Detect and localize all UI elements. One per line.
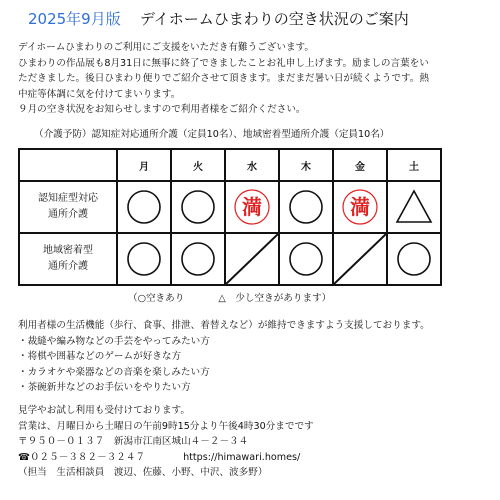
page-header bbox=[28, 8, 409, 29]
status-cell bbox=[225, 181, 279, 233]
full-text: 満 bbox=[350, 195, 370, 219]
triangle-icon bbox=[394, 187, 434, 227]
status-cell bbox=[387, 181, 441, 233]
row-label bbox=[19, 181, 117, 233]
row-label-line: 通所介護 bbox=[48, 209, 88, 220]
day-header: 金 bbox=[333, 149, 387, 181]
status-cell bbox=[171, 233, 225, 285]
status-cell bbox=[279, 181, 333, 233]
status-cell bbox=[171, 181, 225, 233]
row-label-line: 通所介護 bbox=[48, 261, 88, 272]
legend-open: （○空きあり bbox=[128, 293, 185, 304]
day-header: 水 bbox=[225, 149, 279, 181]
full-text: 満 bbox=[242, 195, 262, 219]
intro-line: ただきました。後日ひまわり便りでご紹介させて頂きます。まだまだ暑い日が続くようです。熱 bbox=[18, 73, 429, 84]
open-circle-icon bbox=[124, 187, 164, 227]
closed-cell bbox=[333, 233, 387, 285]
intro-line: ひまわりの作品展も8月31日に無事に終了できましたことお礼申し上げます。励ましの言葉をい bbox=[18, 57, 429, 69]
open-circle-icon bbox=[286, 187, 326, 227]
day-header: 月 bbox=[117, 149, 171, 181]
day-header: 火 bbox=[171, 149, 225, 181]
status-cell bbox=[117, 233, 171, 285]
table-corner bbox=[19, 149, 117, 181]
staff-list: （担当 生活相談員 渡辺、佐藤、小野、中沢、波多野） bbox=[18, 467, 268, 478]
intro-line: 中症等体調に気を付けてまいります。 bbox=[18, 88, 181, 100]
website-link[interactable]: https://himawari.homes/ bbox=[183, 451, 301, 463]
full-stamp-icon bbox=[340, 187, 380, 227]
open-circle-icon bbox=[286, 239, 326, 279]
table-header-row bbox=[19, 149, 441, 181]
address: 〒９５０－０１３７ 新潟市江南区城山４－２－３４ bbox=[18, 436, 249, 447]
diagonal-line-icon bbox=[334, 234, 386, 284]
support-line: ・カラオケや楽器などの音楽を楽しみたい方 bbox=[18, 366, 210, 378]
open-circle-icon bbox=[124, 239, 164, 279]
support-line: ・裁縫や編み物などの手芸をやってみたい方 bbox=[18, 335, 210, 347]
open-circle-icon bbox=[394, 239, 434, 279]
support-line: ・将棋や囲碁などのゲームが好きな方 bbox=[18, 351, 182, 362]
status-cell bbox=[279, 233, 333, 285]
intro-paragraph bbox=[18, 40, 488, 118]
status-cell bbox=[117, 181, 171, 233]
closed-cell bbox=[225, 233, 279, 285]
table-caption: （介護予防）認知症対応通所介護（定員10名）、地域密着型通所介護（定員10名） bbox=[34, 129, 390, 140]
table-row bbox=[19, 233, 441, 285]
row-label-line: 認知症型対応 bbox=[38, 193, 98, 204]
support-line: ・茶碗新井などのお手伝いをやりたい方 bbox=[18, 382, 191, 393]
availability-table bbox=[18, 148, 442, 286]
status-cell bbox=[387, 233, 441, 285]
page-title: デイホームひまわりの空き状況のご案内 bbox=[139, 10, 409, 28]
support-section bbox=[18, 318, 430, 396]
full-stamp-icon bbox=[232, 187, 272, 227]
diagonal-line-icon bbox=[226, 234, 278, 284]
day-header: 木 bbox=[279, 149, 333, 181]
phone-url-line bbox=[18, 450, 314, 466]
table-row bbox=[19, 181, 441, 233]
open-circle-icon bbox=[178, 239, 218, 279]
edition-month: 2025年9月版 bbox=[28, 10, 121, 28]
support-line: 利用者様の生活機能（歩行、食事、排泄、着替えなど）が維持できますよう支援しております。 bbox=[18, 320, 430, 331]
intro-line: ９月の空き状況をお知らせしますので利用者様をご紹介ください。 bbox=[18, 104, 306, 115]
open-circle-icon bbox=[178, 187, 218, 227]
row-label bbox=[19, 233, 117, 285]
legend bbox=[128, 290, 331, 304]
phone-number: ☎０２５－３８２－３２４７ bbox=[18, 451, 146, 463]
status-cell bbox=[333, 181, 387, 233]
legend-few: △ 少し空きがあります） bbox=[218, 293, 332, 304]
row-label-line: 地域密着型 bbox=[43, 245, 93, 256]
visit-note: 見学やお試し利用も受付けております。 bbox=[18, 405, 190, 416]
day-header: 土 bbox=[387, 149, 441, 181]
intro-line: デイホームひまわりのご利用にご支援をいただき有難うございます。 bbox=[18, 42, 314, 53]
contact-section bbox=[18, 403, 314, 481]
business-hours: 営業は、月曜日から土曜日の午前9時15分より午後4時30分までです bbox=[18, 420, 314, 432]
